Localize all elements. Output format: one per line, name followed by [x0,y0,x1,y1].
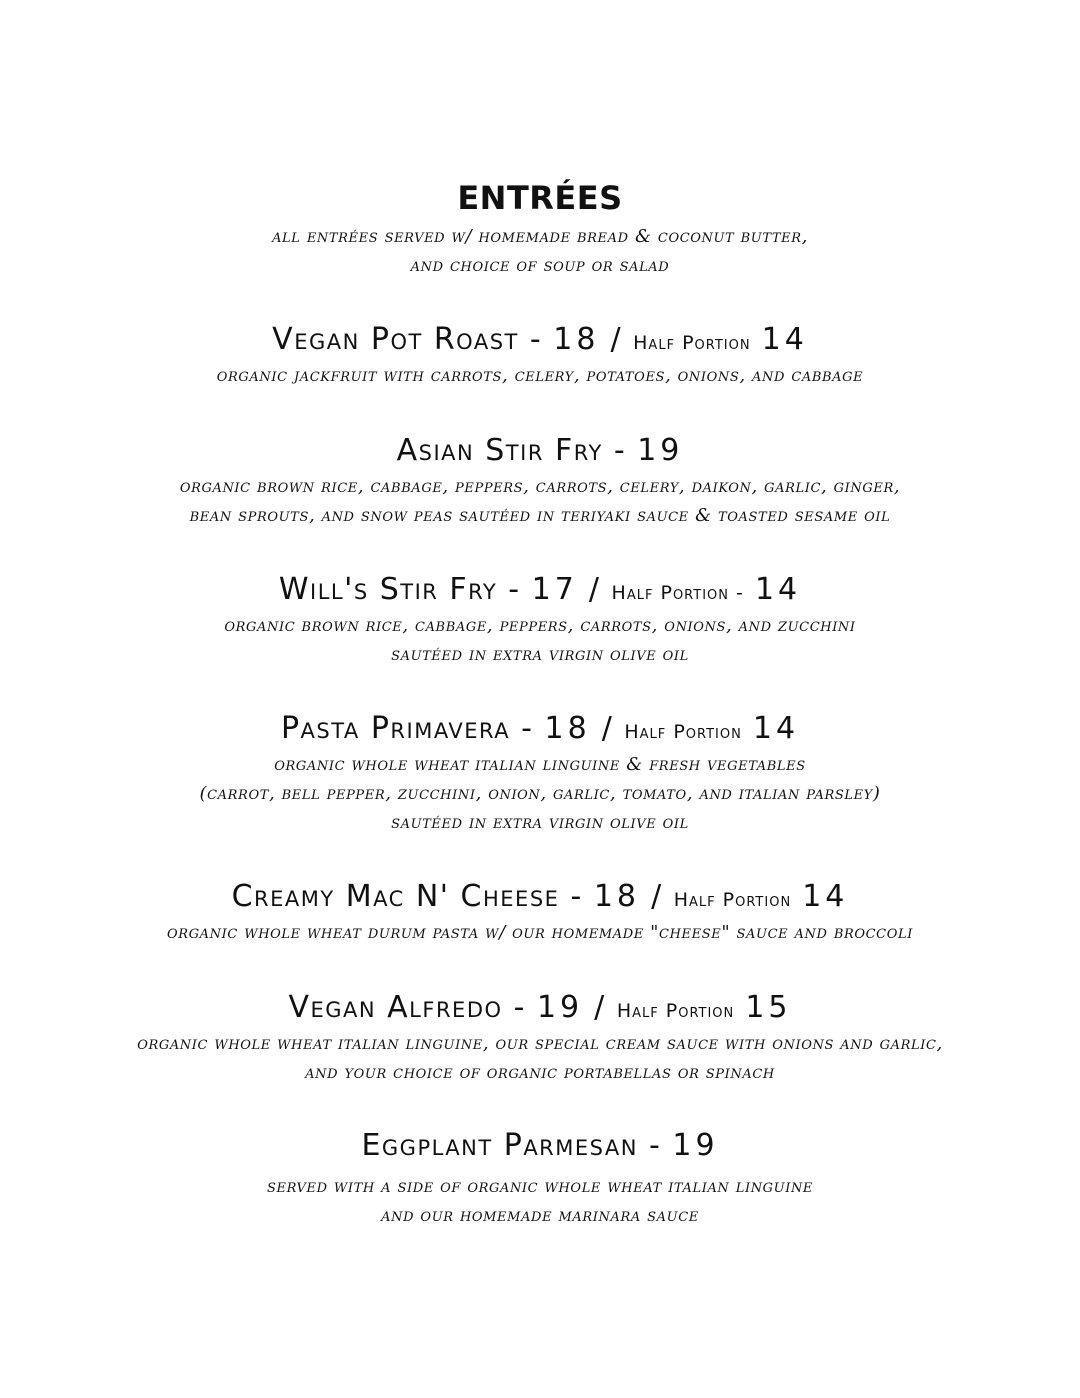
menu-item-title: Asian Stir Fry - 19 [396,433,684,468]
menu-heading: ENTRÉES [457,179,623,217]
half-portion-price: 14 [752,711,800,746]
menu-item-title: Vegan Alfredo - 19 / Half Portion 15 [288,990,792,1025]
item-description: sautéed in extra virgin olive oil [391,644,689,665]
half-portion-label: Half Portion [616,1000,735,1022]
item-description: served with a side of organic whole wheat italian linguine [266,1176,814,1197]
half-portion-label: Half Portion [624,721,742,743]
item-name: Will's Stir Fry [278,572,498,607]
item-name: Vegan Alfredo [288,990,503,1025]
item-description: and our homemade marinara sauce [381,1205,699,1226]
item-description: organic whole wheat durum pasta w/ our homemade "cheese" sauce and broccoli [167,922,913,943]
half-portion-label: Half Portion [633,332,751,354]
item-description: (carrot, bell pepper, zucchini, onion, garlic, tomato, and italian parsley) [199,783,881,804]
item-price: 18 [544,711,591,746]
item-price: 19 [536,990,584,1025]
half-portion-price: 14 [754,572,802,607]
item-description: organic jackfruit with carrots, celery, potatoes, onions, and cabbage [216,365,864,386]
item-price: 18 [553,322,600,357]
item-name: Pasta Primavera [280,711,511,746]
half-portion-price: 14 [761,322,808,357]
item-name: Creamy Mac N' Cheese [231,879,560,914]
item-price: 19 [672,1128,719,1163]
menu-item-title: Creamy Mac N' Cheese - 18 / Half Portion 14 [231,879,849,914]
item-description: organic whole wheat italian linguine, our special cream sauce with onions and garlic, [137,1033,943,1054]
item-description: organic brown rice, cabbage, peppers, carrots, celery, daikon, garlic, ginger, [179,476,901,497]
item-description: organic whole wheat italian linguine & fresh vegetables [274,754,806,775]
item-name: Eggplant Parmesan [361,1128,638,1163]
menu-item-title: Pasta Primavera - 18 / Half Portion 14 [280,711,800,746]
item-price: 19 [637,433,684,468]
half-portion-price: 14 [802,879,849,914]
half-portion-price: 15 [745,990,792,1025]
item-price: 18 [593,879,641,914]
menu-item-title: Will's Stir Fry - 17 / Half Portion - 14 [278,572,802,607]
item-description: and your choice of organic portabellas or spinach [305,1062,775,1083]
item-name: Asian Stir Fry [396,433,603,468]
item-name: Vegan Pot Roast [272,322,519,357]
half-portion-label: Half Portion - [611,582,744,604]
item-description: bean sprouts, and snow peas sautéed in teriyaki sauce & toasted sesame oil [189,505,891,526]
menu-subheading-line: and choice of soup or salad [410,255,670,276]
item-price: 17 [531,572,578,607]
menu-item-title: Vegan Pot Roast - 18 / Half Portion 14 [272,322,808,357]
menu-subheading-line: all entrées served w/ homemade bread & coconut butter, [272,226,808,247]
item-description: organic brown rice, cabbage, peppers, carrots, onions, and zucchini [224,615,856,636]
item-description: sautéed in extra virgin olive oil [391,812,689,833]
half-portion-label: Half Portion [673,889,792,911]
menu-item-title: Eggplant Parmesan - 19 [361,1128,719,1163]
